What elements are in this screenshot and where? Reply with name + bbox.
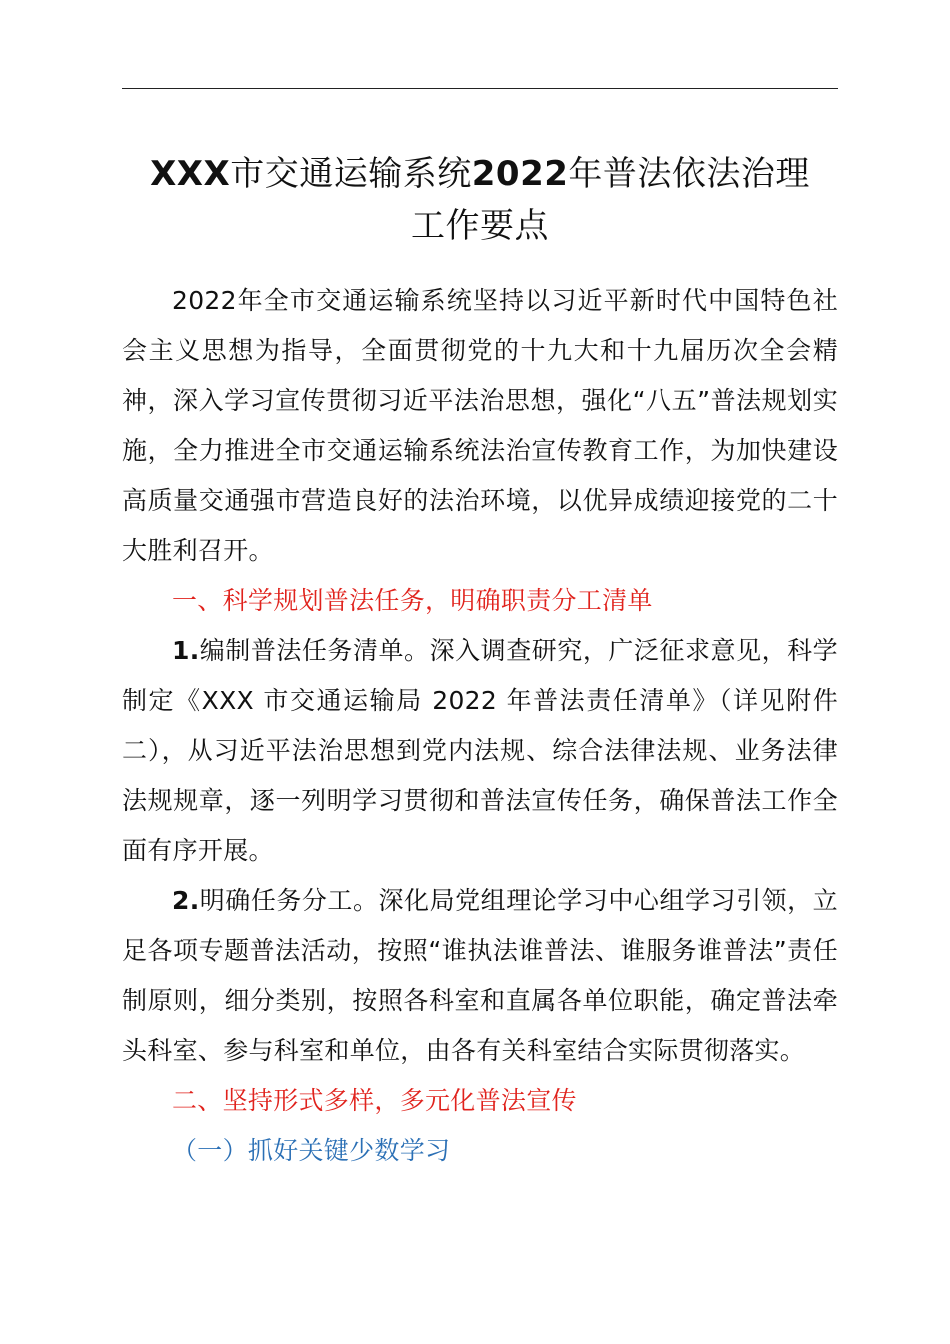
document-title: [122, 148, 838, 252]
section-1-heading: 一、科学规划普法任务，明确职责分工清单: [172, 586, 653, 615]
title-part-1: 市交通运输系统: [230, 154, 472, 194]
title-line-1: [122, 148, 838, 200]
title-prefix: XXX: [150, 154, 231, 194]
title-year: 2022: [471, 154, 569, 194]
intro-paragraph: 2022年全市交通运输系统坚持以习近平新时代中国特色社会主义思想为指导，全面贯彻党的十九大和十九届历次全会精神，深入学习宣传贯彻习近平法治思想，强化“八五”普法规划实施，全力推进全市交通运输系统法治宣传教育工作，为加快建设高质量交通强市营造良好的法治环境，以优异成绩迎接党的二十大胜利召开。: [122, 286, 838, 565]
header-rule: [122, 88, 838, 89]
title-line-2: 工作要点: [411, 206, 549, 246]
title-part-2: 年普法依法治理: [568, 154, 810, 194]
item-2-text: 明确任务分工。深化局党组理论学习中心组学习引领，立足各项专题普法活动，按照“谁执法谁普法、谁服务谁普法”责任制原则，细分类别，按照各科室和直属各单位职能，确定普法牵头科室、参与科室和单位，由各有关科室结合实际贯彻落实。: [122, 886, 838, 1065]
subsection-1-heading: （一）抓好关键少数学习: [172, 1136, 451, 1165]
item-1-paragraph: [122, 626, 838, 876]
document-body: [122, 276, 838, 1176]
section-2-heading: 二、坚持形式多样，多元化普法宣传: [172, 1086, 577, 1115]
item-1-text: 编制普法任务清单。深入调查研究，广泛征求意见，科学制定《XXX 市交通运输局 2022 年普法责任清单》（详见附件二），从习近平法治思想到党内法规、综合法律法规、业务法律法规规章，逐一列明学习贯彻和普法宣传任务，确保普法工作全面有序开展。: [122, 636, 838, 865]
item-1-number: 1.: [172, 636, 200, 665]
item-2-paragraph: [122, 876, 838, 1076]
item-2-number: 2.: [172, 886, 200, 915]
